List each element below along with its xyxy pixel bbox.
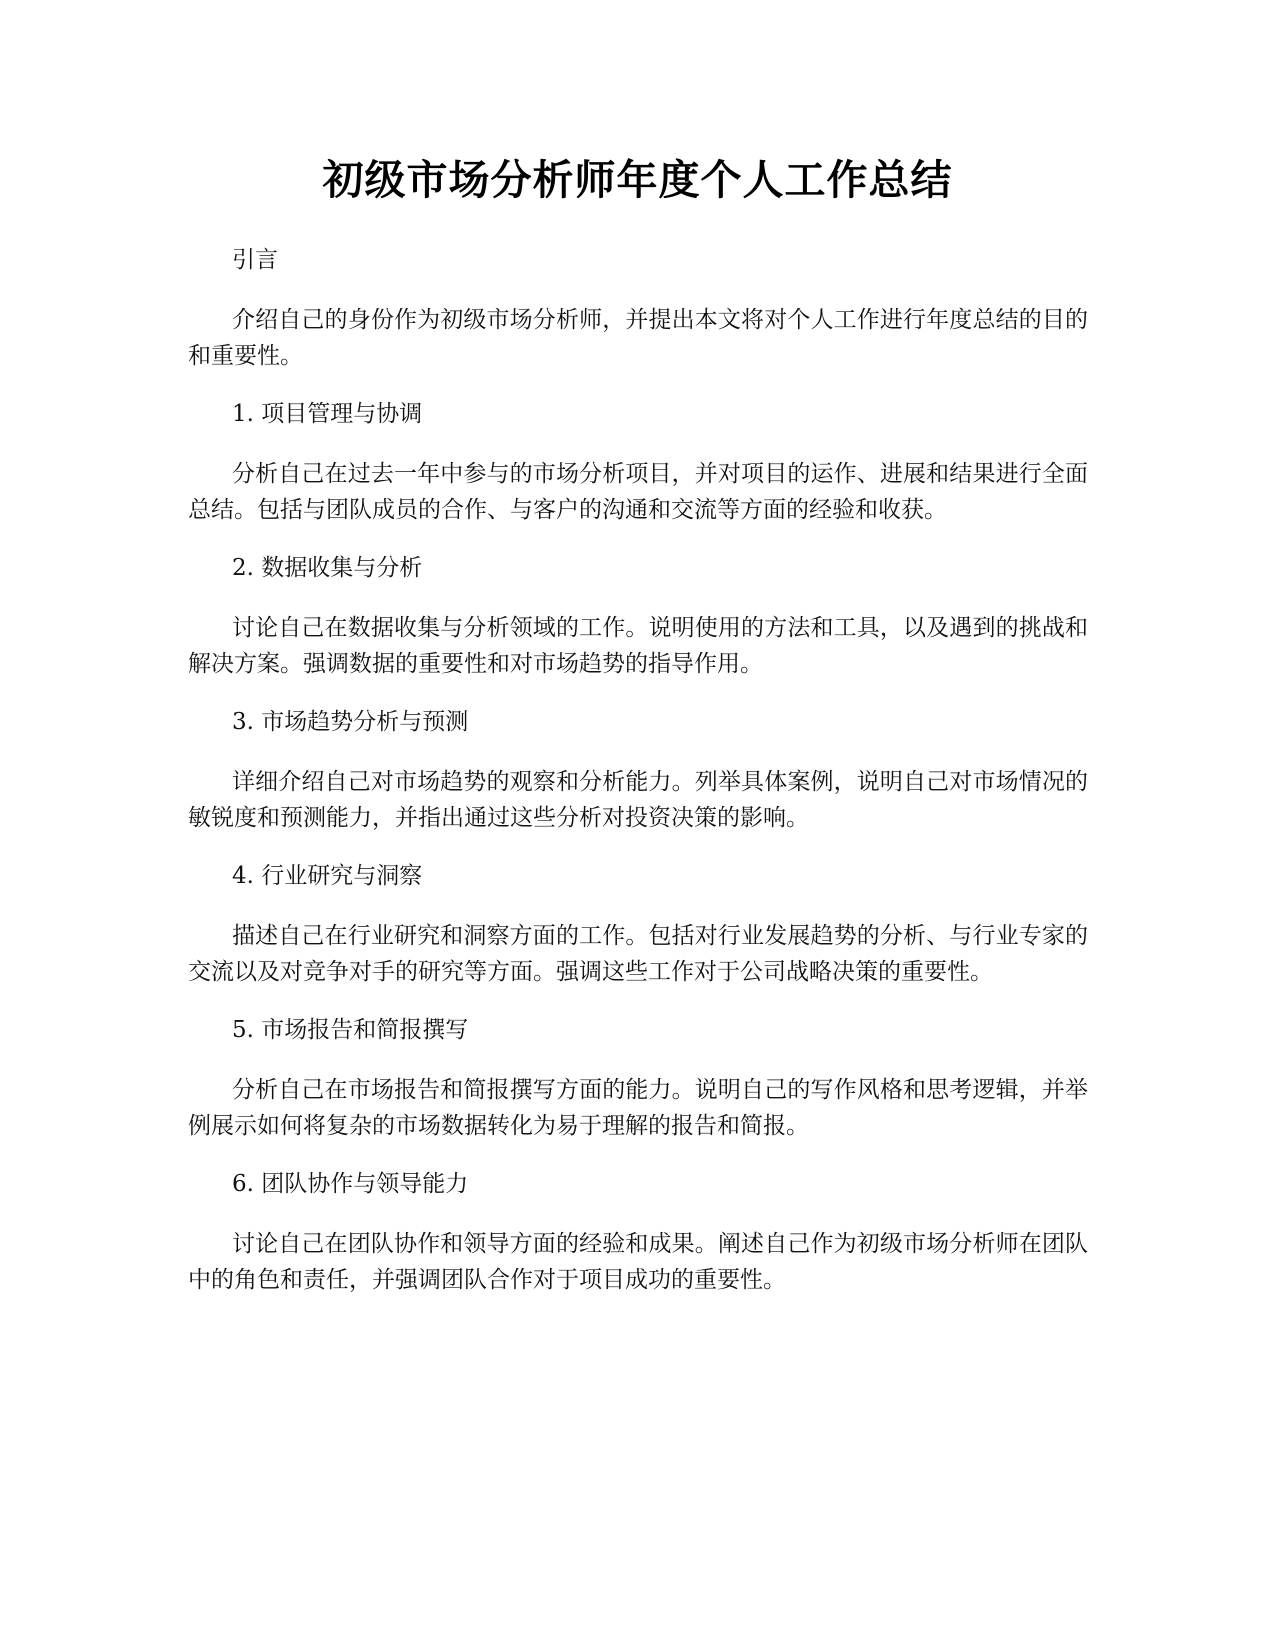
section-heading-2: 2. 数据收集与分析 — [232, 555, 423, 581]
paragraph-4: 描述自己在行业研究和洞察方面的工作。包括对行业发展趋势的分析、与行业专家的交流以及对竞争对手的研究等方面。强调这些工作对于公司战略决策的重要性。 — [188, 923, 1088, 985]
section-heading-introduction: 引言 — [232, 247, 278, 273]
section-heading-4: 4. 行业研究与洞察 — [232, 863, 423, 889]
paragraph-introduction: 介绍自己的身份作为初级市场分析师，并提出本文将对个人工作进行年度总结的目的和重要性。 — [188, 307, 1088, 369]
paragraph-6: 讨论自己在团队协作和领导方面的经验和成果。阐述自己作为初级市场分析师在团队中的角色和责任，并强调团队合作对于项目成功的重要性。 — [188, 1231, 1088, 1293]
section-heading-3: 3. 市场趋势分析与预测 — [232, 709, 469, 735]
paragraph-3: 详细介绍自己对市场趋势的观察和分析能力。列举具体案例，说明自己对市场情况的敏锐度和预测能力，并指出通过这些分析对投资决策的影响。 — [188, 769, 1088, 831]
document-title: 初级市场分析师年度个人工作总结 — [322, 156, 953, 204]
paragraph-1: 分析自己在过去一年中参与的市场分析项目，并对项目的运作、进展和结果进行全面总结。包括与团队成员的合作、与客户的沟通和交流等方面的经验和收获。 — [188, 461, 1088, 523]
section-heading-1: 1. 项目管理与协调 — [232, 401, 423, 427]
document-body — [188, 242, 1088, 1320]
paragraph-5: 分析自己在市场报告和简报撰写方面的能力。说明自己的写作风格和思考逻辑，并举例展示如何将复杂的市场数据转化为易于理解的报告和简报。 — [188, 1077, 1088, 1139]
section-heading-6: 6. 团队协作与领导能力 — [232, 1171, 469, 1197]
paragraph-2: 讨论自己在数据收集与分析领域的工作。说明使用的方法和工具，以及遇到的挑战和解决方案。强调数据的重要性和对市场趋势的指导作用。 — [188, 615, 1088, 677]
section-heading-5: 5. 市场报告和简报撰写 — [232, 1017, 469, 1043]
